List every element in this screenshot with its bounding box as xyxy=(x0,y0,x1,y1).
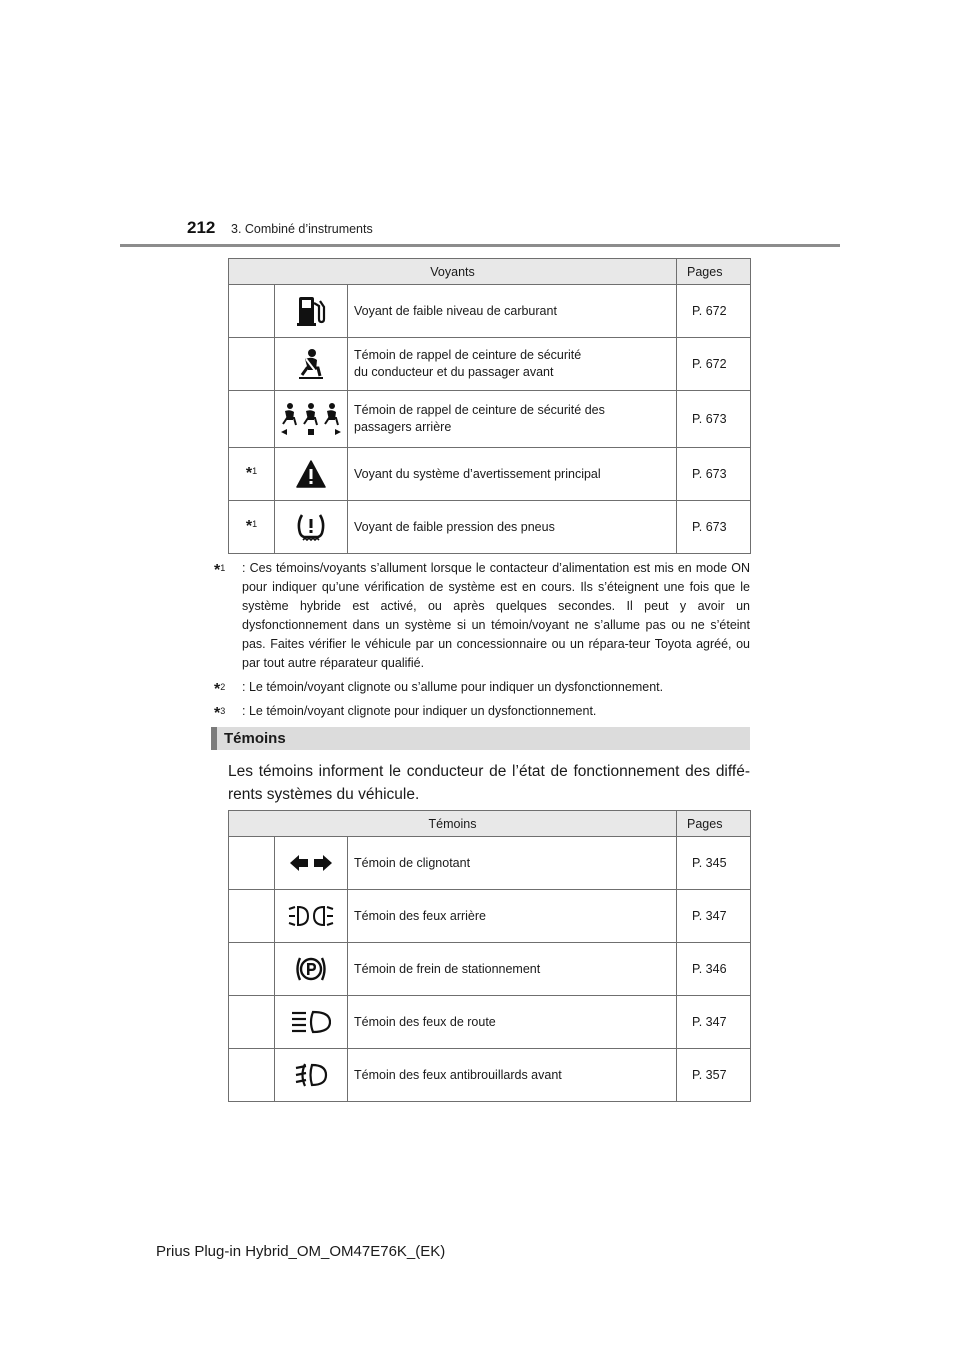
seatbelt-icon xyxy=(296,348,326,380)
star-cell: *$^1$ xyxy=(229,448,275,501)
description-cell: Témoin des feux arrière xyxy=(348,890,677,943)
icon-cell xyxy=(275,391,348,448)
star-cell xyxy=(229,996,275,1049)
page-ref[interactable]: P. 347 xyxy=(677,890,751,943)
table-row xyxy=(229,448,751,501)
page-ref[interactable]: P. 345 xyxy=(677,837,751,890)
table-header-label: Voyants xyxy=(229,259,677,285)
icon-cell xyxy=(275,1049,348,1102)
warning-lights-table xyxy=(228,258,751,554)
table-row xyxy=(229,943,751,996)
footnote-1: *$^1$ : Ces témoins/voyants s’allument lorsque le contacteur d’alimentation est mis en mode ON pour indiquer qu’une vérification de système est en cours. Ils s’éteignent une fois que le système hybride est activé, ou après quelques secondes. Il peut y avoir un dysfonctionnement dans un système si un témoin/voyant ne s’allume pas ou ne s’éteint pas. Faites vérifier le véhicule par un concessionnaire ou un répara-teur Toyota agréé, ou par tout autre réparateur qualifié. xyxy=(214,561,750,670)
star-cell xyxy=(229,1049,275,1102)
table-row xyxy=(229,391,751,448)
table-header-pages: Pages xyxy=(677,811,751,837)
page-ref[interactable]: P. 346 xyxy=(677,943,751,996)
tail-light-icon xyxy=(288,905,334,927)
page-ref[interactable]: P. 347 xyxy=(677,996,751,1049)
parking-brake-icon xyxy=(294,954,328,984)
rear-seatbelt-icon xyxy=(279,402,343,436)
star-cell xyxy=(229,391,275,448)
description-cell: Voyant de faible niveau de carburant xyxy=(348,285,677,338)
section-accent xyxy=(211,727,217,750)
star-cell xyxy=(229,338,275,391)
tire-pressure-icon xyxy=(295,511,327,543)
high-beam-icon xyxy=(291,1010,331,1034)
icon-cell xyxy=(275,837,348,890)
section-intro: Les témoins informent le conducteur de l’état de fonctionnement des diffé-rents systèmes du véhicule. xyxy=(228,763,750,803)
section-heading xyxy=(211,727,750,750)
front-fog-icon xyxy=(294,1062,328,1088)
description-cell: Témoin de clignotant xyxy=(348,837,677,890)
page-ref[interactable]: P. 672 xyxy=(677,285,751,338)
table-row xyxy=(229,1049,751,1102)
table-row xyxy=(229,837,751,890)
description-cell: Témoin de frein de stationnement xyxy=(348,943,677,996)
icon-cell xyxy=(275,996,348,1049)
icon-cell xyxy=(275,285,348,338)
description-cell: Voyant du système d’avertissement principal xyxy=(348,448,677,501)
page-ref[interactable]: P. 672 xyxy=(677,338,751,391)
table-row xyxy=(229,501,751,554)
star-cell xyxy=(229,890,275,943)
turn-signal-icon xyxy=(289,854,333,872)
fuel-pump-icon xyxy=(296,295,326,327)
table-row xyxy=(229,338,751,391)
icon-cell xyxy=(275,448,348,501)
icon-cell xyxy=(275,943,348,996)
footnote-3: *$^3$ : Le témoin/voyant clignote pour indiquer un dysfonctionnement. xyxy=(214,704,597,722)
table-row xyxy=(229,285,751,338)
icon-cell xyxy=(275,501,348,554)
footnotes xyxy=(214,559,750,721)
table-row xyxy=(229,996,751,1049)
table-row xyxy=(229,890,751,943)
star-cell: *$^1$ xyxy=(229,501,275,554)
table-header-pages: Pages xyxy=(677,259,751,285)
header-rule xyxy=(120,244,840,247)
icon-cell xyxy=(275,338,348,391)
footer-model-code: Prius Plug-in Hybrid_OM_OM47E76K_(EK) xyxy=(156,1243,446,1260)
description-cell: Témoin des feux antibrouillards avant xyxy=(348,1049,677,1102)
icon-cell xyxy=(275,890,348,943)
page-number: 212 xyxy=(187,218,216,237)
chapter-title: 3. Combiné d’instruments xyxy=(231,222,373,236)
footnote-2: *$^2$ : Le témoin/voyant clignote ou s’allume pour indiquer un dysfonctionnement. xyxy=(214,680,664,698)
table-header-label: Témoins xyxy=(229,811,677,837)
indicators-table xyxy=(228,810,751,1102)
page-ref[interactable]: P. 673 xyxy=(677,501,751,554)
star-cell xyxy=(229,837,275,890)
table-header-row xyxy=(229,259,751,285)
section-title: Témoins xyxy=(224,730,286,747)
description-cell: Témoin de rappel de ceinture de sécurité du conducteur et du passager avant xyxy=(348,338,677,391)
master-warning-icon xyxy=(296,460,326,488)
description-cell: Témoin des feux de route xyxy=(348,996,677,1049)
description-cell: Voyant de faible pression des pneus xyxy=(348,501,677,554)
star-cell xyxy=(229,285,275,338)
page-ref[interactable]: P. 673 xyxy=(677,391,751,448)
description-cell: Témoin de rappel de ceinture de sécurité des passagers arrière xyxy=(348,391,677,448)
page-ref[interactable]: P. 357 xyxy=(677,1049,751,1102)
table-header-row xyxy=(229,811,751,837)
page-ref[interactable]: P. 673 xyxy=(677,448,751,501)
star-cell xyxy=(229,943,275,996)
